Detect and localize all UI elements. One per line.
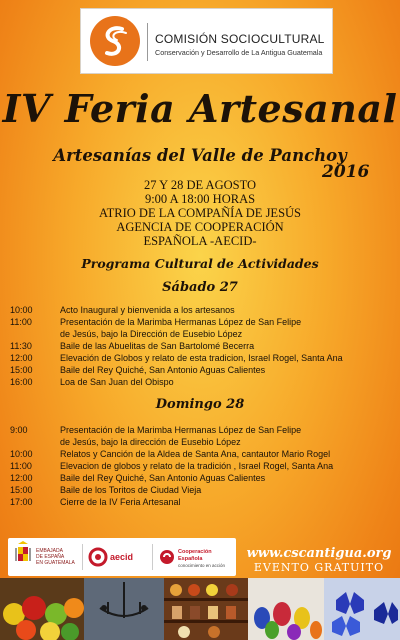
cooperacion-logo-icon (158, 538, 176, 576)
gov-line-2: DE ESPAÑA (36, 554, 65, 560)
coop-line-1: Cooperación (178, 549, 212, 555)
event-year: 2016 (322, 162, 370, 182)
schedule-row (0, 496, 400, 508)
schedule-activity: Presentación de la Marimba Hermanas López de San Felipe (60, 425, 302, 435)
sponsor-logos (8, 538, 236, 576)
cooperacion-tagline: conocimiento en acción (178, 563, 226, 568)
schedule-activity: Elevación de Globos y relato de esta tradicion, Israel Rogel, Santa Ana (60, 353, 343, 363)
schedule-time: 12:00 (10, 353, 33, 363)
website-link[interactable]: www.cscantigua.org (246, 546, 392, 561)
event-title: IV Feria Artesanal (2, 86, 398, 131)
blue-butterflies-photo (324, 578, 400, 640)
schedule-time: 9:00 (10, 425, 28, 435)
schedule-time: 10:00 (10, 305, 33, 315)
schedule-activity: Relatos y Canción de la Aldea de Santa Ana, cantautor Mario Rogel (60, 449, 331, 459)
schedule-activity: Baile del Rey Quiché, San Antonio Aguas Calientes (60, 365, 266, 375)
schedule-row (0, 376, 400, 388)
schedule-time: 11:30 (10, 341, 32, 351)
schedule-time: 17:00 (10, 497, 33, 507)
schedule-time: 16:00 (10, 377, 33, 387)
event-hours: 9:00 A 18:00 HORAS (144, 192, 256, 206)
schedule-row (0, 484, 400, 496)
org-tagline: Conservación y Desarrollo de La Antigua Guatemala (155, 48, 323, 57)
aecid-label: aecid (110, 552, 134, 562)
schedule-row (0, 304, 400, 316)
painted-eggs-photo (248, 578, 324, 640)
schedule-row (0, 448, 400, 460)
schedule-row (0, 472, 400, 484)
gov-line-3: EN GUATEMALA (36, 560, 75, 566)
schedule-activity: Presentación de la Marimba Hermanas López de San Felipe (60, 317, 302, 327)
schedule-activity: Baile del Rey Quiché, San Antonio Aguas Calientes (60, 473, 266, 483)
event-dates: 27 Y 28 DE AGOSTO (143, 178, 257, 192)
schedule-activity: de Jesús, bajo la dirección de Eusebio López (60, 437, 241, 447)
schedule-time: 11:00 (10, 317, 32, 327)
schedule-row (0, 436, 400, 448)
day1-schedule (0, 304, 400, 388)
schedule-row (0, 364, 400, 376)
spain-coat-of-arms-icon (12, 538, 34, 576)
ceramics-shelf-photo (164, 578, 248, 640)
day2-heading: Domingo 28 (155, 397, 245, 412)
org-logo-box (80, 8, 333, 74)
free-event-label: EVENTO GRATUITO (253, 561, 385, 574)
schedule-activity: de Jesús, bajo la Dirección de Eusebio López (60, 329, 243, 339)
org-name: COMISIÓN SOCIOCULTURAL (155, 32, 325, 46)
event-venue-line2: AGENCIA DE COOPERACIÓN (116, 220, 284, 234)
schedule-activity: Elevacion de globos y relato de la tradición , Israel Rogel, Santa Ana (60, 461, 334, 471)
schedule-time: 15:00 (10, 365, 33, 375)
schedule-time: 15:00 (10, 485, 33, 495)
event-subtitle: Artesanías del Valle de Panchoy (53, 146, 347, 165)
sponsor-divider (82, 544, 83, 570)
event-venue: ATRIO DE LA COMPAÑÍA DE JESÚS (99, 206, 301, 220)
schedule-row (0, 460, 400, 472)
schedule-time: 11:00 (10, 461, 32, 471)
schedule-row (0, 340, 400, 352)
gov-line-1: EMBAJADA (36, 548, 63, 554)
org-logo-icon (89, 15, 141, 67)
schedule-row (0, 352, 400, 364)
sponsor-divider (152, 544, 153, 570)
cooperacion-label (178, 549, 212, 562)
schedule-row (0, 328, 400, 340)
schedule-activity: Acto Inaugural y bienvenida a los artesanos (60, 305, 235, 315)
schedule-activity: Baile de los Toritos de Ciudad Vieja (60, 485, 202, 495)
schedule-activity: Cierre de la IV Feria Artesanal (60, 497, 181, 507)
schedule-activity: Baile de las Abuelitas de San Bartolomé Becerra (60, 341, 255, 351)
fruit-craft-photo (0, 578, 84, 640)
coop-line-2: Española (178, 555, 203, 562)
schedule-time: 10:00 (10, 449, 33, 459)
schedule-row (0, 424, 400, 436)
event-venue-line3: ESPAÑOLA -AECID- (143, 234, 257, 248)
schedule-activity: Loa de San Juan del Obispo (60, 377, 174, 387)
crafts-photo-strip (0, 578, 400, 640)
logo-divider (147, 23, 148, 61)
schedule-row (0, 316, 400, 328)
schedule-time: 12:00 (10, 473, 33, 483)
aecid-logo-icon (88, 538, 108, 576)
day2-schedule (0, 424, 400, 508)
iron-chandelier-photo (84, 578, 164, 640)
program-heading: Programa Cultural de Actividades (81, 256, 319, 271)
day1-heading: Sábado 27 (162, 280, 238, 295)
